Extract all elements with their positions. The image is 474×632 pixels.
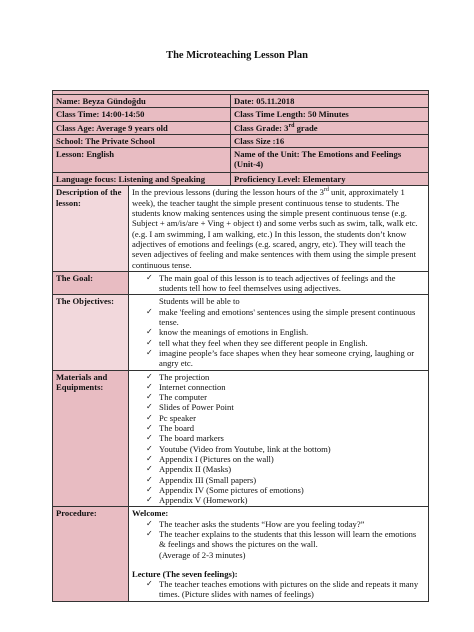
material-item: ✓ Appendix II (Masks)	[146, 464, 425, 474]
objectives-intro: Students will be able to	[159, 296, 240, 307]
procedure-cell	[129, 507, 429, 601]
description-sup: rd	[323, 187, 329, 194]
name-cell: Name: Beyza Gündoğdu	[53, 95, 231, 108]
material-item: ✓ The board markers	[146, 433, 425, 443]
welcome-note: (Average of 2-3 minutes)	[159, 549, 246, 560]
class-grade-text: Class Grade: 3	[234, 122, 289, 133]
lesson-plan-table	[52, 90, 429, 602]
description-text-rest: unit, approximately 1 week), the teacher taught the simple present continuous tense to students. The students know making sentences using the simple present continuous tense (e.g. Subject + am/is/are + Ving + object t) and some verbs such as swim, talk, walk etc. (e.g. I am swimming, I am walking, etc.) In this lesson, the students don’t know adjectives of emotions and feelings (e.g. scared, angry, etc). They will teach the seven adjectives of feeling and make sentences with them using the simple present continuous tense.	[132, 187, 418, 270]
class-time-cell: Class Time: 14:00-14:50	[53, 108, 231, 121]
date-cell: Date: 05.11.2018	[231, 95, 429, 108]
material-item: ✓ Appendix V (Homework)	[146, 495, 425, 505]
material-item: ✓ Pc speaker	[146, 413, 425, 423]
language-focus-cell: Language focus: Listening and Speaking	[53, 173, 231, 186]
material-item: ✓ Appendix IV (Some pictures of emotions)	[146, 485, 425, 495]
material-item: ✓ Appendix III (Small papers)	[146, 475, 425, 485]
objective-item: ✓ know the meanings of emotions in English.	[146, 327, 425, 337]
material-item: ✓ Youtube (Video from Youtube, link at the bottom)	[146, 444, 425, 454]
welcome-item: ✓ The teacher asks the students “How are you feeling today?”	[146, 519, 425, 529]
objectives-cell	[129, 295, 429, 370]
description-label: Description of the lesson:	[53, 186, 129, 271]
material-item: ✓ The projection	[146, 372, 425, 382]
goal-label: The Goal:	[53, 271, 129, 295]
lecture-item: ✓ The teacher teaches emotions with pictures on the slide and repeats it many times. (Picture slides with names of feelings)	[146, 579, 425, 600]
class-size-cell: Class Size :16	[231, 134, 429, 147]
description-text-start: In the previous lessons (during the lesson hours of the 3	[132, 187, 324, 198]
goal-text: ✓ The main goal of this lesson is to teach adjectives of feelings and the students tell how to feel themselves using adjectives.	[146, 273, 425, 294]
lecture-heading: Lecture (The seven feelings):	[132, 568, 238, 579]
description-text	[129, 186, 429, 271]
objective-item: ✓ make 'feeling and emotions' sentences using the simple present continuous tense.	[146, 307, 425, 328]
class-time-length-cell: Class Time Length: 50 Minutes	[231, 108, 429, 121]
goal-cell	[129, 271, 429, 295]
welcome-item: ✓ The teacher explains to the students that this lesson will learn the emotions & feelings and shows the pictures on the wall.	[146, 529, 425, 550]
material-item: ✓ The computer	[146, 392, 425, 402]
class-age-cell: Class Age: Average 9 years old	[53, 121, 231, 134]
materials-label: Materials and Equipments:	[53, 370, 129, 507]
page-title: The Microteaching Lesson Plan	[166, 50, 308, 61]
procedure-label: Procedure:	[53, 507, 129, 601]
objectives-label: The Objectives:	[53, 295, 129, 370]
lesson-cell: Lesson: English	[53, 148, 231, 173]
material-item: ✓ Appendix I (Pictures on the wall)	[146, 454, 425, 464]
class-grade-suffix: grade	[294, 122, 318, 133]
materials-cell	[129, 370, 429, 507]
class-grade-cell	[231, 121, 429, 134]
objective-item: ✓ tell what they feel when they see different people in English.	[146, 338, 425, 348]
unit-name-cell: Name of the Unit: The Emotions and Feelings (Unit-4)	[231, 148, 429, 173]
proficiency-cell: Proficiency Level: Elementary	[231, 173, 429, 186]
material-item: ✓ Internet connection	[146, 382, 425, 392]
material-item: ✓ Slides of Power Point	[146, 402, 425, 412]
school-cell: School: The Private School	[53, 134, 231, 147]
material-item: ✓ The board	[146, 423, 425, 433]
welcome-heading: Welcome:	[132, 508, 169, 519]
objective-item: ✓ imagine people’s face shapes when they hear someone crying, laughing or angry etc.	[146, 348, 425, 369]
class-grade-sup: rd	[288, 122, 295, 129]
